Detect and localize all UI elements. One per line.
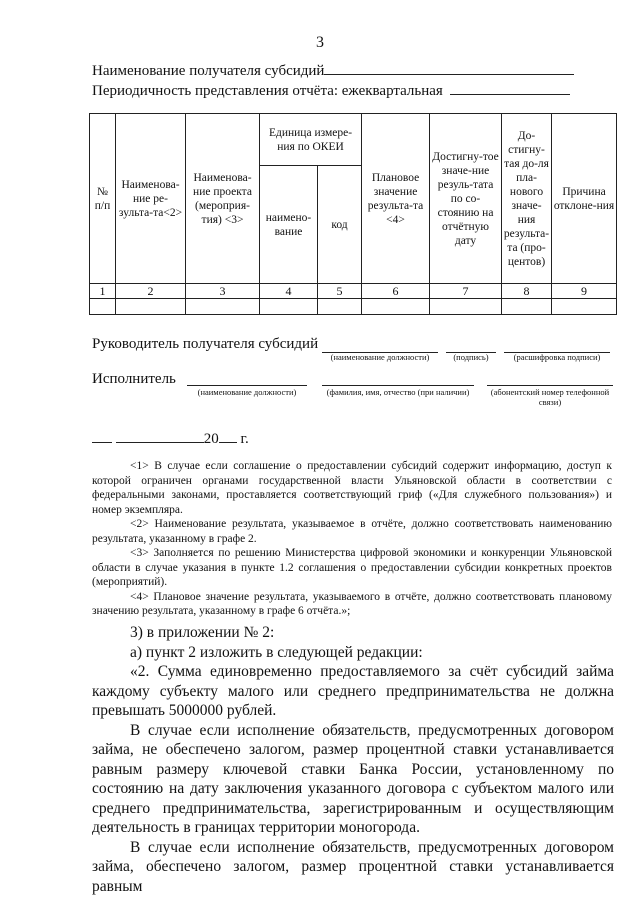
body-paragraph: В случае если исполнение обязательств, предусмотренных договором займа, не обеспечено залогом, размер процентной ставки устанавливается равным размеру ключевой ставки Банка России, установленному по состоянию на дату заключения указанного договора с субъектом малого или среднего предпринимательства, зарегистрированным и осуществляющим деятельность в границах территории моногорода.: [92, 721, 614, 836]
col-number: 3: [186, 284, 260, 299]
body-paragraph: а) пункт 2 изложить в следующей редакции:: [130, 643, 423, 661]
body-paragraph: «2. Сумма единовременно предоставляемого за счёт субсидий займа каждому субъекту малого или среднего предпринимательства не должна превышать 5000000 рублей.: [92, 663, 614, 719]
page-number: 3: [316, 34, 324, 51]
executor-phone-line: [487, 385, 613, 386]
empty-data-row: [90, 299, 617, 315]
col-header-project: Наименова-ние проекта (мероприя-тия) <3>: [186, 114, 260, 284]
body-paragraph: 3) в приложении № 2:: [130, 624, 275, 641]
footnote-3: <3> Заполняется по решению Министерства цифровой экономики и конкуренции Ульяновской области в случае указания в пункте 1.2 соглашения о предоставлении субсидии конкретных проектов (мероприятий).: [92, 547, 612, 588]
col-number: 4: [260, 284, 318, 299]
recipient-blank: [324, 60, 574, 75]
executor-fio-line: [322, 385, 474, 386]
col-number: 5: [318, 284, 362, 299]
executor-position-line: [187, 385, 307, 386]
period-label: Периодичность представления отчёта: ежеквартальная: [92, 83, 443, 99]
footnote-4: <4> Плановое значение результата, указываемого в отчёте, должно соответствовать плановому значению результата, указанному в графе 6 отчёта.»;: [92, 590, 612, 617]
executor-label: Исполнитель: [92, 371, 176, 387]
col-number: 2: [116, 284, 186, 299]
head-name-caption: (расшифровка подписи): [513, 352, 601, 362]
col-header-num: № п/п: [90, 114, 116, 284]
table-cell: [90, 299, 116, 315]
table-cell: [362, 299, 430, 315]
recipient-label: Наименование получателя субсидий: [92, 63, 325, 79]
col-header-unit-name: наимено-вание: [260, 166, 318, 284]
col-number: 6: [362, 284, 430, 299]
col-number: 9: [552, 284, 617, 299]
col-header-reason: Причина отклоне-ния: [552, 114, 617, 284]
table-cell: [502, 299, 552, 315]
col-number: 1: [90, 284, 116, 299]
head-signature-caption: (подпись): [453, 352, 489, 362]
table-cell: [116, 299, 186, 315]
date-day-blank: [92, 428, 112, 443]
executor-position-caption: (наименование должности): [197, 387, 297, 397]
report-table: [89, 113, 617, 315]
date-year-prefix: 20: [203, 431, 219, 447]
table-cell: [318, 299, 362, 315]
col-header-planned: Плановое значение результа-та <4>: [362, 114, 430, 284]
table-cell: [186, 299, 260, 315]
table-cell: [430, 299, 502, 315]
footnote-1: <1> В случае если соглашение о предоставлении субсидий содержит информацию, доступ к которой ограничен органами государственной власти Ульяновской области в соответствии с федеральными законами, проставляется соответствующий гриф («Для служебного пользования») и номер экземпляра.: [92, 460, 612, 516]
head-label: Руководитель получателя субсидий: [92, 336, 319, 352]
col-header-unit: Единица измере-ния по ОКЕИ: [260, 114, 362, 166]
footnote-2: <2> Наименование результата, указываемое в отчёте, должно соответствовать наименованию результата, указанному в графе 2.: [92, 518, 612, 545]
executor-fio-caption: (фамилия, имя, отчество (при наличии): [326, 387, 470, 397]
col-number: 7: [430, 284, 502, 299]
col-header-unit-code: код: [318, 166, 362, 284]
column-numbers-row: [90, 284, 617, 299]
table-cell: [552, 299, 617, 315]
body-text: [92, 623, 614, 896]
footnotes: [92, 459, 612, 619]
col-header-result: Наименова-ние ре-зульта-та<2>: [116, 114, 186, 284]
period-line: [92, 80, 570, 100]
col-header-achieved-pct: До-стигну-тая до-ля пла-нового значе-ния результа-та (про-центов): [502, 114, 552, 284]
recipient-line: [92, 60, 574, 80]
date-month-blank: [116, 428, 204, 443]
table-cell: [260, 299, 318, 315]
head-position-caption: (наименование должности): [330, 352, 430, 362]
date-line: [92, 428, 249, 448]
date-year-suffix: г.: [240, 431, 249, 447]
col-header-achieved: Достигну-тое значе-ние резуль-тата по со-стоянию на отчётную дату: [430, 114, 502, 284]
executor-phone-caption: (абонентский номер телефонной связи): [490, 387, 610, 407]
period-blank: [450, 80, 570, 95]
date-year-blank: [219, 428, 237, 443]
col-number: 8: [502, 284, 552, 299]
body-paragraph: В случае если исполнение обязательств, предусмотренных договором займа, обеспечено залогом, размер процентной ставки устанавливается равным: [92, 838, 614, 895]
